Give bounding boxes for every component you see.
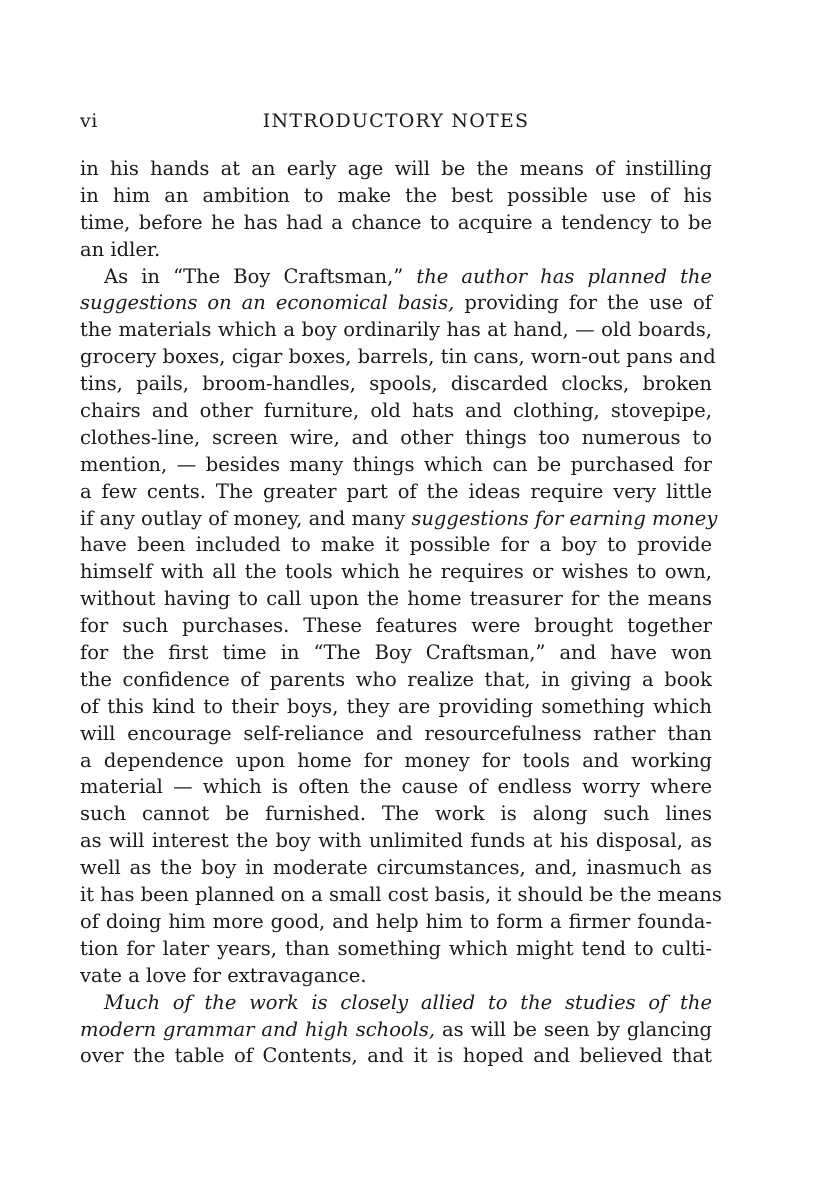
text-line: in his hands at an early age will be the means of instilling bbox=[80, 157, 712, 180]
text-line: clothes-line, screen wire, and other things too numerous to bbox=[80, 425, 712, 449]
text-segment: As in “The Boy Craftsman,” bbox=[104, 264, 417, 288]
text-line: it has been planned on a small cost basis, it should be the means bbox=[80, 883, 722, 907]
text-line: vate a love for extravagance. bbox=[80, 963, 367, 987]
text-line bbox=[80, 264, 712, 291]
text-line: himself with all the tools which he requires or wishes to own, bbox=[80, 560, 712, 584]
text-line: in him an ambition to make the best possible use of his bbox=[80, 183, 712, 207]
italic-emphasis: suggestions for earning money bbox=[411, 506, 718, 530]
text-line bbox=[80, 290, 712, 317]
text-line: the confidence of parents who realize that, in giving a book bbox=[80, 667, 712, 691]
italic-emphasis: the author has planned the bbox=[416, 264, 713, 288]
text-line: tins, pails, broom-handles, spools, discarded clocks, broken bbox=[80, 372, 712, 396]
text-line: tion for later years, than something which might tend to culti- bbox=[80, 936, 712, 960]
text-line: have been included to make it possible for a boy to provide bbox=[80, 533, 712, 557]
italic-emphasis: suggestions on an economical basis, bbox=[80, 291, 455, 315]
text-line bbox=[80, 1017, 712, 1044]
text-line: grocery boxes, cigar boxes, barrels, tin cans, worn-out pans and bbox=[80, 345, 716, 369]
page-header bbox=[80, 110, 712, 138]
text-line: without having to call upon the home treasurer for the means bbox=[80, 587, 712, 611]
running-title: INTRODUCTORY NOTES bbox=[262, 110, 530, 132]
text-line: the materials which a boy ordinarily has at hand, — old boards, bbox=[80, 318, 712, 342]
text-line: over the table of Contents, and it is hoped and believed that bbox=[80, 1044, 712, 1068]
text-line: of this kind to their boys, they are providing something which bbox=[80, 694, 712, 718]
text-segment: as will be seen by glancing bbox=[435, 1017, 712, 1041]
text-line: for such purchases. These features were brought together bbox=[80, 614, 712, 638]
text-line: a dependence upon home for money for tools and working bbox=[80, 748, 712, 772]
text-line bbox=[80, 990, 712, 1017]
text-line: a few cents. The greater part of the ideas require very little bbox=[80, 479, 712, 503]
text-line bbox=[80, 506, 718, 533]
text-line: time, before he has had a chance to acquire a tendency to be bbox=[80, 210, 712, 234]
page-number: vi bbox=[80, 110, 98, 132]
text-line: will encourage self-reliance and resourcefulness rather than bbox=[80, 721, 712, 745]
text-segment: if any outlay of money, and many bbox=[80, 506, 412, 530]
text-line: such cannot be furnished. The work is along such lines bbox=[80, 802, 712, 826]
text-line: for the first time in “The Boy Craftsman,” and have won bbox=[80, 641, 712, 665]
text-line: mention, — besides many things which can be purchased for bbox=[80, 452, 712, 476]
text-line: material — which is often the cause of endless worry where bbox=[80, 775, 712, 799]
text-line: chairs and other furniture, old hats and clothing, stovepipe, bbox=[80, 399, 712, 423]
text-line: as will interest the boy with unlimited funds at his disposal, as bbox=[80, 829, 712, 853]
text-line: an idler. bbox=[80, 237, 161, 261]
text-line: well as the boy in moderate circumstances, and, inasmuch as bbox=[80, 856, 712, 880]
italic-emphasis: Much of the work is closely allied to the studies of the bbox=[104, 990, 712, 1014]
body-text bbox=[80, 156, 722, 1070]
text-segment: providing for the use of bbox=[454, 291, 712, 315]
text-line: of doing him more good, and help him to form a firmer founda- bbox=[80, 909, 712, 933]
italic-emphasis: modern grammar and high schools, bbox=[80, 1017, 436, 1041]
